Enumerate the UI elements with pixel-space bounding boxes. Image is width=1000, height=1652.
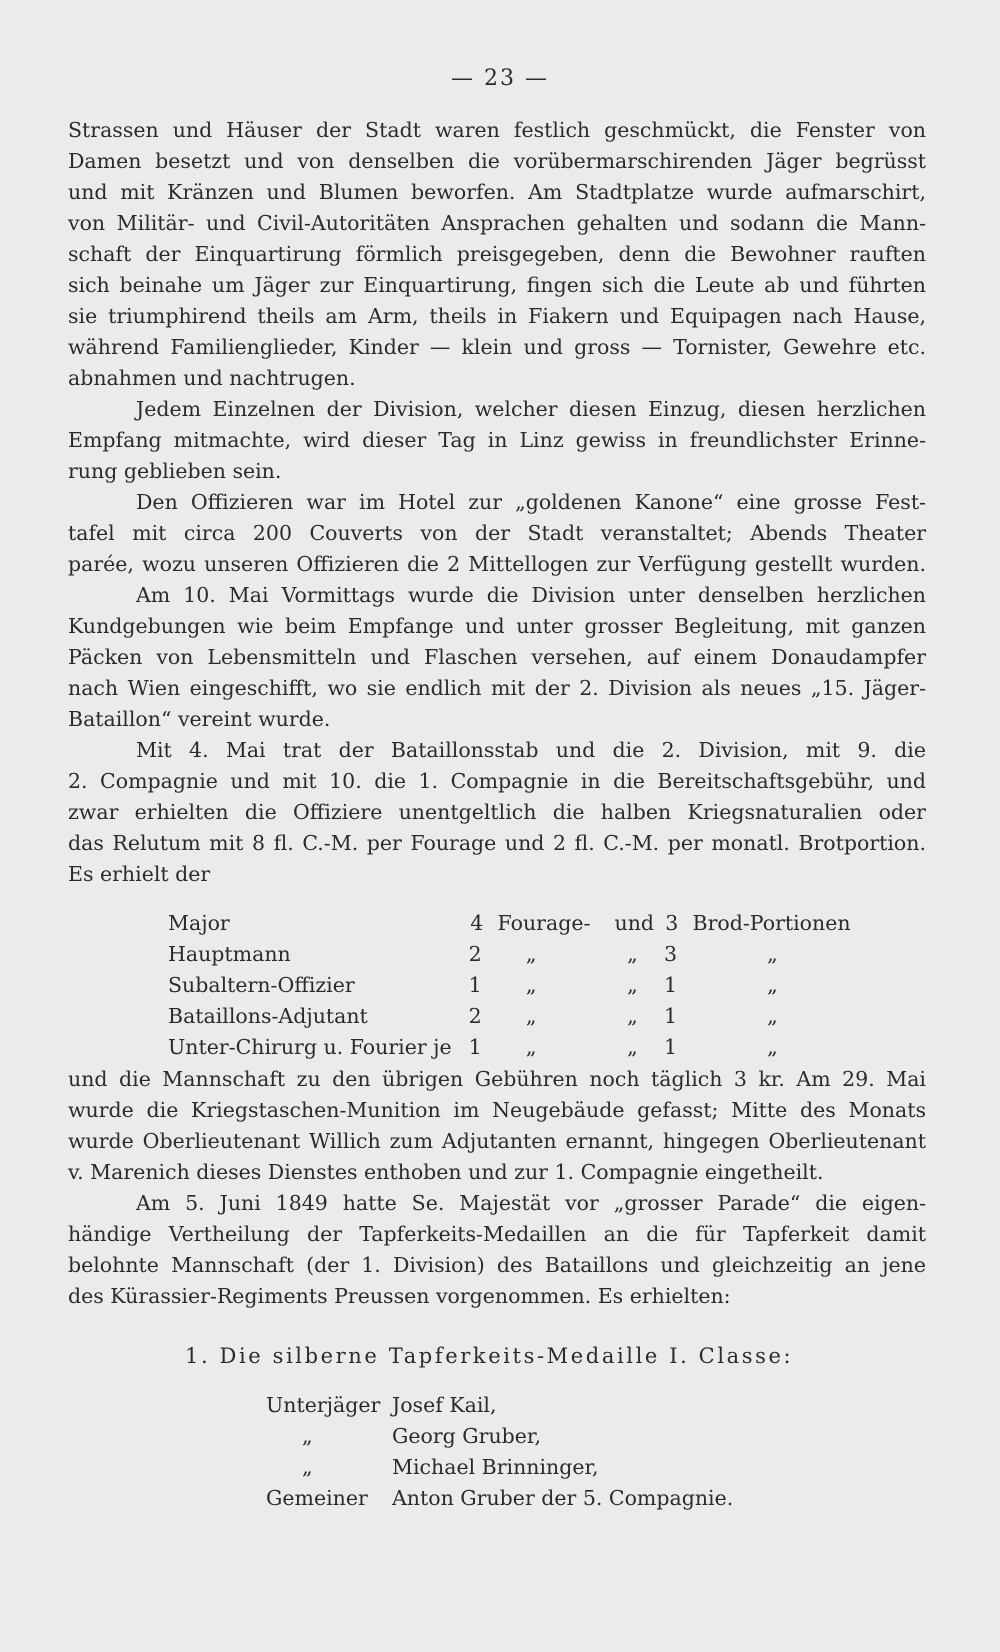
text-line: zwar erhielten die Offiziere unentgeltlich die halben Kriegsnaturalien oder: [68, 800, 926, 824]
brod-count: 1: [663, 1004, 678, 1028]
brod-label: Brod-Portionen: [692, 911, 851, 935]
text-line: rung geblieben sein.: [68, 459, 282, 483]
paragraph-7: [68, 1188, 926, 1312]
text-line: belohnte Mannschaft (der 1. Division) des Bataillons und gleichzeitig an jene: [68, 1253, 926, 1277]
award-name: Georg Gruber,: [392, 1424, 541, 1448]
text-line: während Familienglieder, Kinder — klein und gross — Tornister, Gewehre etc.: [68, 335, 926, 359]
text-line: Bataillon“ vereint wurde.: [68, 707, 331, 731]
ditto-mark: „: [627, 973, 638, 997]
ditto-mark: „: [767, 1004, 778, 1028]
text-line: von Militär- und Civil-Autoritäten Ansprachen gehalten und sodann die Mann-: [68, 211, 926, 235]
text-line: Strassen und Häuser der Stadt waren festlich geschmückt, die Fenster von: [68, 118, 926, 142]
text-line: Am 10. Mai Vormittags wurde die Division unter denselben herzlichen: [136, 583, 926, 607]
text-line: v. Marenich dieses Dienstes enthoben und zur 1. Compagnie eingetheilt.: [68, 1160, 824, 1184]
text-line: sich beinahe um Jäger zur Einquartirung, fingen sich die Leute ab und führten: [68, 273, 926, 297]
ditto-mark: „: [627, 1004, 638, 1028]
text-line: wurde Oberlieutenant Willich zum Adjutanten ernannt, hingegen Oberlieutenant: [68, 1129, 926, 1153]
brod-count: 3: [663, 942, 678, 966]
paragraph-5: [68, 735, 926, 890]
rations-table: [168, 908, 868, 1063]
rank-cell: Hauptmann: [168, 942, 291, 966]
ditto-mark: „: [525, 942, 537, 966]
paragraph-3: [68, 487, 926, 580]
ditto-mark: „: [525, 1004, 537, 1028]
text-line: händige Vertheilung der Tapferkeits-Medaillen an die für Tapferkeit damit: [68, 1222, 926, 1246]
und-label: und: [614, 911, 655, 935]
award-name: Anton Gruber der 5. Compagnie.: [392, 1486, 734, 1510]
fourage-count: 1: [468, 1035, 482, 1059]
awards-list: [266, 1390, 733, 1514]
fourage-count: 2: [468, 942, 482, 966]
ditto-mark: „: [302, 1424, 313, 1448]
text-line: das Relutum mit 8 fl. C.-M. per Fourage und 2 fl. C.-M. per monatl. Brotportion.: [68, 831, 926, 855]
text-line: abnahmen und nachtrugen.: [68, 366, 356, 390]
award-rank: Gemeiner: [266, 1486, 368, 1510]
ditto-mark: „: [627, 1035, 638, 1059]
table-row: [168, 970, 868, 1001]
paragraph-6: [68, 1064, 926, 1188]
rank-cell: Bataillons-Adjutant: [168, 1004, 368, 1028]
paragraph-2: [68, 394, 926, 487]
body-text: [68, 115, 926, 890]
brod-count: 3: [665, 911, 679, 935]
text-line: Den Offizieren war im Hotel zur „goldenen Kanone“ eine grosse Fest-: [136, 490, 926, 514]
paragraph-1: [68, 115, 926, 394]
text-line: sie triumphirend theils am Arm, theils in Fiakern und Equipagen nach Hause,: [68, 304, 926, 328]
text-line: Es erhielt der: [68, 862, 211, 886]
ditto-mark: „: [525, 973, 537, 997]
rank-cell: Unter-Chirurg u. Fourier je: [168, 1035, 452, 1059]
text-line: Damen besetzt und von denselben die vorübermarschirenden Jäger begrüsst: [68, 149, 926, 173]
text-line: des Kürassier-Regiments Preussen vorgenommen. Es erhielten:: [68, 1284, 731, 1308]
fourage-count: 4: [470, 911, 484, 935]
ditto-mark: „: [767, 1035, 778, 1059]
brod-count: 1: [663, 1035, 678, 1059]
text-line: Mit 4. Mai trat der Bataillonsstab und die 2. Division, mit 9. die: [136, 738, 926, 762]
text-line: wurde die Kriegstaschen-Munition im Neugebäude gefasst; Mitte des Monats: [68, 1098, 926, 1122]
ditto-mark: „: [767, 973, 778, 997]
ditto-mark: „: [525, 1035, 537, 1059]
table-row: [168, 939, 868, 970]
ditto-mark: „: [302, 1455, 313, 1479]
fourage-label: Fourage-: [497, 911, 591, 935]
table-row: [168, 1001, 868, 1032]
text-line: und mit Kränzen und Blumen beworfen. Am Stadtplatze wurde aufmarschirt,: [68, 180, 926, 204]
text-line: Kundgebungen wie beim Empfange und unter grosser Begleitung, mit ganzen: [68, 614, 926, 638]
body-text-continued: [68, 1064, 926, 1312]
text-line: Jedem Einzelnen der Division, welcher diesen Einzug, diesen herzlichen: [136, 397, 926, 421]
list-item: [266, 1390, 733, 1421]
rank-cell: Subaltern-Offizier: [168, 973, 355, 997]
text-line: Empfang mitmachte, wird dieser Tag in Linz gewiss in freundlichster Erinne-: [68, 428, 926, 452]
fourage-count: 2: [468, 1004, 482, 1028]
text-line: tafel mit circa 200 Couverts von der Stadt veranstaltet; Abends Theater: [68, 521, 926, 545]
award-rank: Unterjäger: [266, 1393, 381, 1417]
text-line: schaft der Einquartirung förmlich preisgegeben, denn die Bewohner rauften: [68, 242, 926, 266]
award-name: Josef Kail,: [392, 1393, 497, 1417]
list-item: [266, 1483, 733, 1514]
text-line: und die Mannschaft zu den übrigen Gebühren noch täglich 3 kr. Am 29. Mai: [68, 1067, 926, 1091]
medal-heading: 1. Die silberne Tapferkeits-Medaille I. Classe:: [185, 1344, 794, 1368]
list-item: [266, 1421, 733, 1452]
table-row: [168, 1032, 868, 1063]
text-line: parée, wozu unseren Offizieren die 2 Mittellogen zur Verfügung gestellt wurden.: [68, 552, 926, 576]
page-number: — 23 —: [451, 66, 549, 91]
fourage-count: 1: [468, 973, 482, 997]
text-line: Am 5. Juni 1849 hatte Se. Majestät vor „grosser Parade“ die eigen-: [136, 1191, 926, 1215]
rank-cell: Major: [168, 911, 230, 935]
list-item: [266, 1452, 733, 1483]
text-line: nach Wien eingeschifft, wo sie endlich mit der 2. Division als neues „15. Jäger-: [68, 676, 926, 700]
brod-count: 1: [663, 973, 678, 997]
table-row: [168, 908, 868, 939]
ditto-mark: „: [627, 942, 638, 966]
text-line: 2. Compagnie und mit 10. die 1. Compagnie in die Bereitschaftsgebühr, und: [68, 769, 926, 793]
ditto-mark: „: [767, 942, 778, 966]
text-line: Päcken von Lebensmitteln und Flaschen versehen, auf einem Donaudampfer: [68, 645, 926, 669]
paragraph-4: [68, 580, 926, 735]
award-name: Michael Brinninger,: [392, 1455, 599, 1479]
